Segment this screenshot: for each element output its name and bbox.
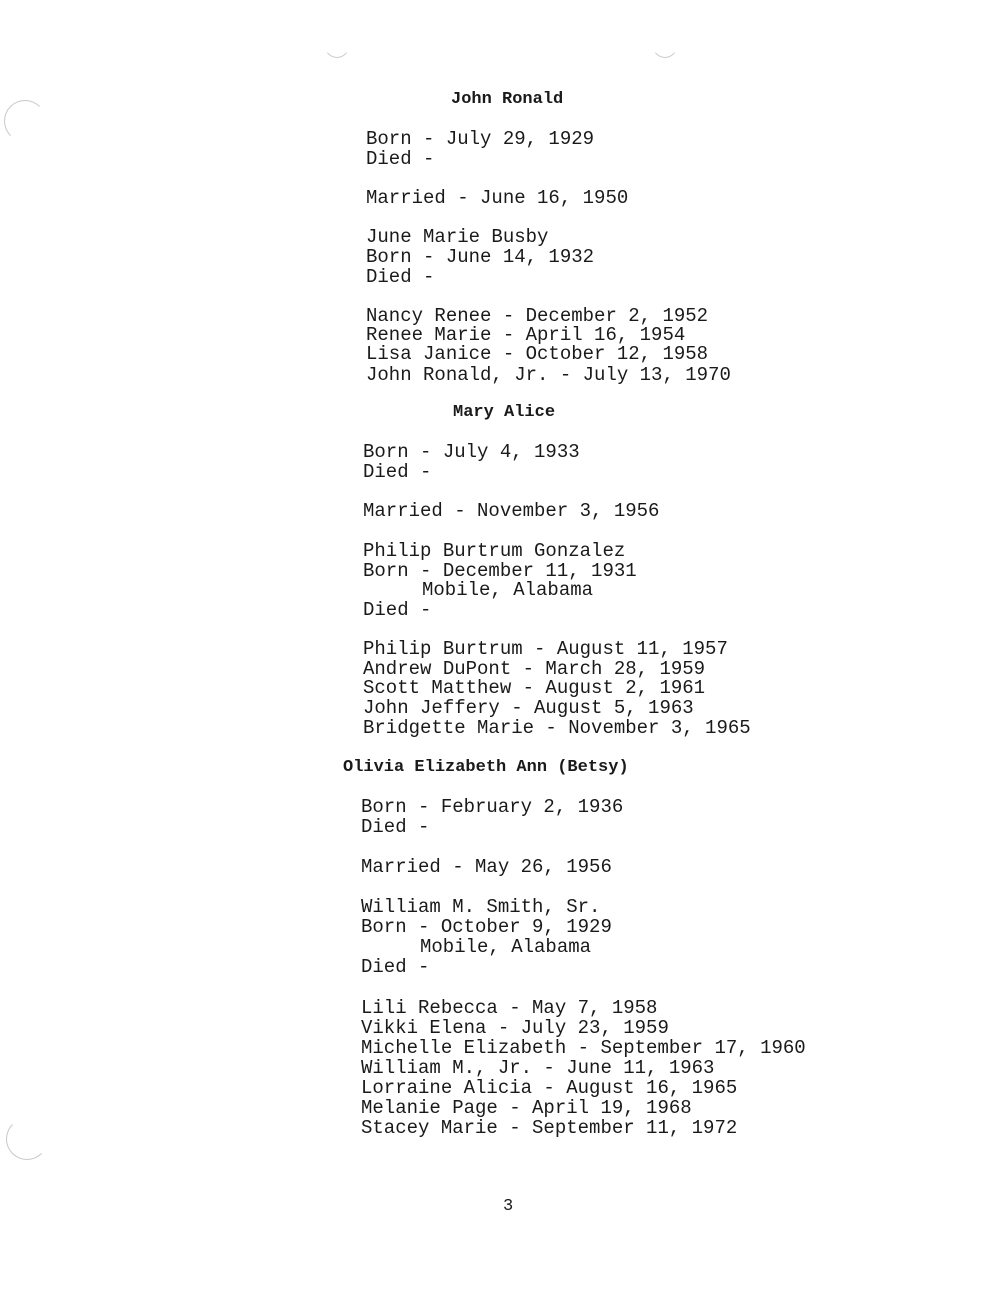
text-line: Died - <box>366 266 435 288</box>
text-line: Melanie Page - April 19, 1968 <box>361 1097 692 1119</box>
punch-hole-shadow <box>6 1118 48 1160</box>
text-line: Bridgette Marie - November 3, 1965 <box>363 717 751 739</box>
text-line: Stacey Marie - September 11, 1972 <box>361 1117 738 1139</box>
section-heading: Mary Alice <box>453 403 556 422</box>
punch-hole-shadow <box>322 20 352 58</box>
page-number: 3 <box>503 1197 514 1216</box>
section-heading: John Ronald <box>451 90 564 109</box>
text-line: William M. Smith, Sr. <box>361 896 601 918</box>
text-line: Nancy Renee - December 2, 1952 <box>366 305 709 327</box>
text-line: Renee Marie - April 16, 1954 <box>366 324 686 346</box>
text-line: Died - <box>363 461 432 483</box>
text-line: Died - <box>361 816 430 838</box>
section-heading: Olivia Elizabeth Ann (Betsy) <box>343 758 629 777</box>
text-line: Vikki Elena - July 23, 1959 <box>361 1017 669 1039</box>
text-line: Married - May 26, 1956 <box>361 856 612 878</box>
text-line: Michelle Elizabeth - September 17, 1960 <box>361 1037 806 1059</box>
text-line: June Marie Busby <box>366 226 549 248</box>
text-line: Philip Burtrum - August 11, 1957 <box>363 638 728 660</box>
text-line: Married - June 16, 1950 <box>366 187 629 209</box>
text-line: Born - December 11, 1931 <box>363 560 637 582</box>
punch-hole-shadow <box>4 100 46 142</box>
text-line: Born - July 4, 1933 <box>363 441 580 463</box>
text-line: Born - July 29, 1929 <box>366 128 595 150</box>
text-line: Lorraine Alicia - August 16, 1965 <box>361 1077 738 1099</box>
text-line: William M., Jr. - June 11, 1963 <box>361 1057 715 1079</box>
text-line: John Jeffery - August 5, 1963 <box>363 697 694 719</box>
text-line: John Ronald, Jr. - July 13, 1970 <box>366 364 731 386</box>
text-line: Mobile, Alabama <box>422 579 594 601</box>
text-line: Born - February 2, 1936 <box>361 796 624 818</box>
text-line: Scott Matthew - August 2, 1961 <box>363 677 706 699</box>
text-line: Died - <box>361 956 430 978</box>
text-line: Born - June 14, 1932 <box>366 246 595 268</box>
text-line: Born - October 9, 1929 <box>361 916 612 938</box>
text-line: Philip Burtrum Gonzalez <box>363 540 626 562</box>
text-line: Mobile, Alabama <box>420 936 592 958</box>
text-line: Lisa Janice - October 12, 1958 <box>366 343 709 365</box>
text-line: Died - <box>366 148 435 170</box>
text-line: Lili Rebecca - May 7, 1958 <box>361 997 658 1019</box>
text-line: Married - November 3, 1956 <box>363 500 660 522</box>
text-line: Andrew DuPont - March 28, 1959 <box>363 658 706 680</box>
text-line: Died - <box>363 599 432 621</box>
punch-hole-shadow <box>650 20 680 58</box>
